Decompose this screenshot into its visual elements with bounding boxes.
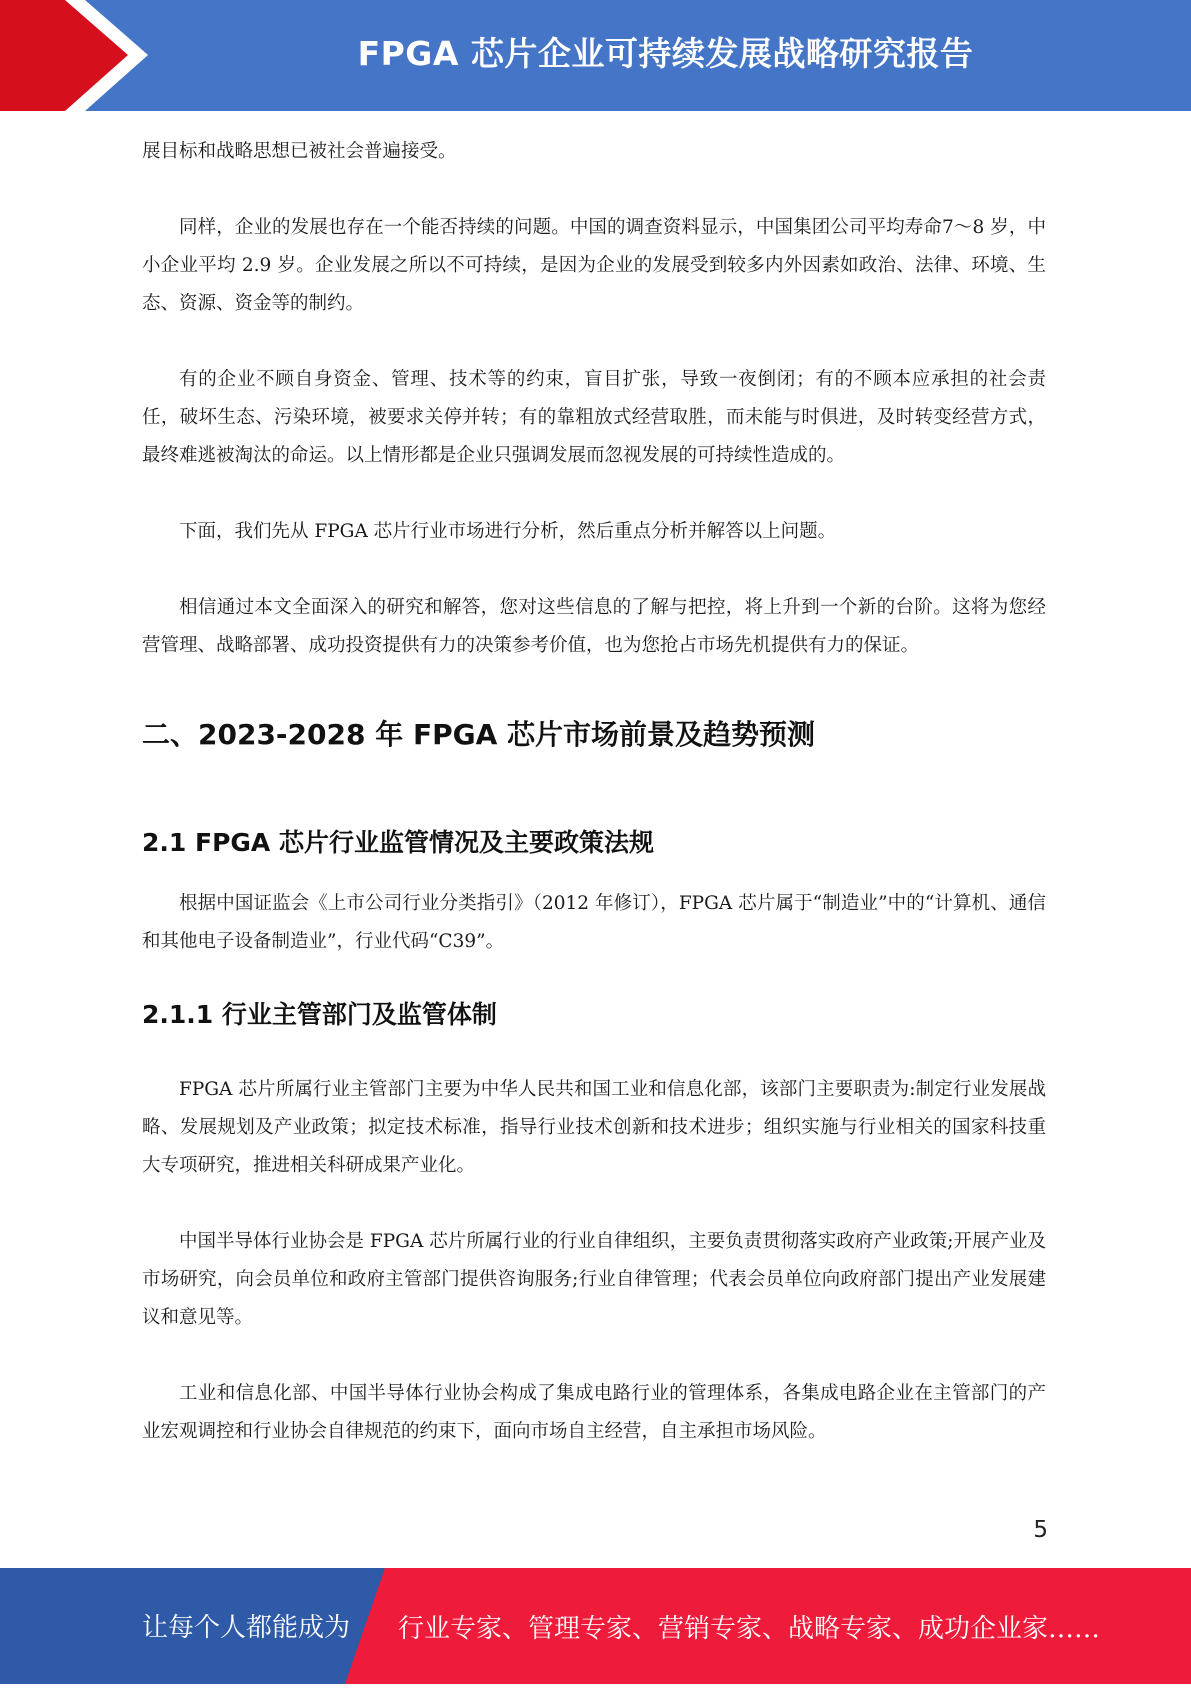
footer-slogan-right: 行业专家、管理专家、营销专家、战略专家、成功企业家…… — [398, 1614, 1101, 1644]
header-banner — [0, 0, 1191, 111]
report-title: FPGA 芯片企业可持续发展战略研究报告 — [357, 34, 974, 73]
paragraph: 展目标和战略思想已被社会普遍接受。 — [142, 141, 457, 162]
paragraph: 下面，我们先从 FPGA 芯片行业市场进行分析，然后重点分析并解答以上问题。 — [179, 521, 837, 542]
footer-slogan-left: 让每个人都能成为 — [142, 1613, 351, 1643]
paragraph: 根据中国证监会《上市公司行业分类指引》（2012 年修订），FPGA 芯片属于“制造业”中的“计算机、通信和其他电子设备制造业”，行业代码“C39”。 — [142, 893, 1046, 952]
subsubsection-heading: 2.1.1 行业主管部门及监管体制 — [142, 1000, 497, 1029]
page-number: 5 — [1033, 1517, 1048, 1543]
paragraph: 有的企业不顾自身资金、管理、技术等的约束，盲目扩张，导致一夜倒闭；有的不顾本应承担的社会责任，破坏生态、污染环境，被要求关停并转；有的靠粗放式经营取胜，而未能与时俱进，及时转变经营方式，最终难逃被淘汰的命运。以上情形都是企业只强调发展而忽视发展的可持续性造成的。 — [142, 369, 1046, 466]
paragraph: 同样，企业的发展也存在一个能否持续的问题。中国的调查资料显示，中国集团公司平均寿命7～8 岁，中小企业平均 2.9 岁。企业发展之所以不可持续，是因为企业的发展受到较多内外因素如政治、法律、环境、生态、资源、资金等的制约。 — [142, 217, 1046, 314]
footer-banner — [0, 1568, 1191, 1684]
page-content — [142, 133, 1046, 1451]
paragraph: 相信通过本文全面深入的研究和解答，您对这些信息的了解与把控，将上升到一个新的台阶。这将为您经营管理、战略部署、成功投资提供有力的决策参考价值，也为您抢占市场先机提供有力的保证。 — [142, 597, 1046, 656]
header-arrow-decoration — [0, 0, 150, 111]
section-heading: 二、2023-2028 年 FPGA 芯片市场前景及趋势预测 — [142, 718, 816, 751]
subsection-heading: 2.1 FPGA 芯片行业监管情况及主要政策法规 — [142, 828, 654, 857]
paragraph: FPGA 芯片所属行业主管部门主要为中华人民共和国工业和信息化部，该部门主要职责为:制定行业发展战略、发展规划及产业政策；拟定技术标准，指导行业技术创新和技术进步；组织实施与行业相关的国家科技重大专项研究，推进相关科研成果产业化。 — [142, 1079, 1046, 1176]
paragraph: 中国半导体行业协会是 FPGA 芯片所属行业的行业自律组织，主要负责贯彻落实政府产业政策;开展产业及市场研究，向会员单位和政府主管部门提供咨询服务;行业自律管理；代表会员单位向政府部门提出产业发展建议和意见等。 — [142, 1231, 1046, 1328]
paragraph: 工业和信息化部、中国半导体行业协会构成了集成电路行业的管理体系，各集成电路企业在主管部门的产业宏观调控和行业协会自律规范的约束下，面向市场自主经营，自主承担市场风险。 — [142, 1383, 1046, 1442]
